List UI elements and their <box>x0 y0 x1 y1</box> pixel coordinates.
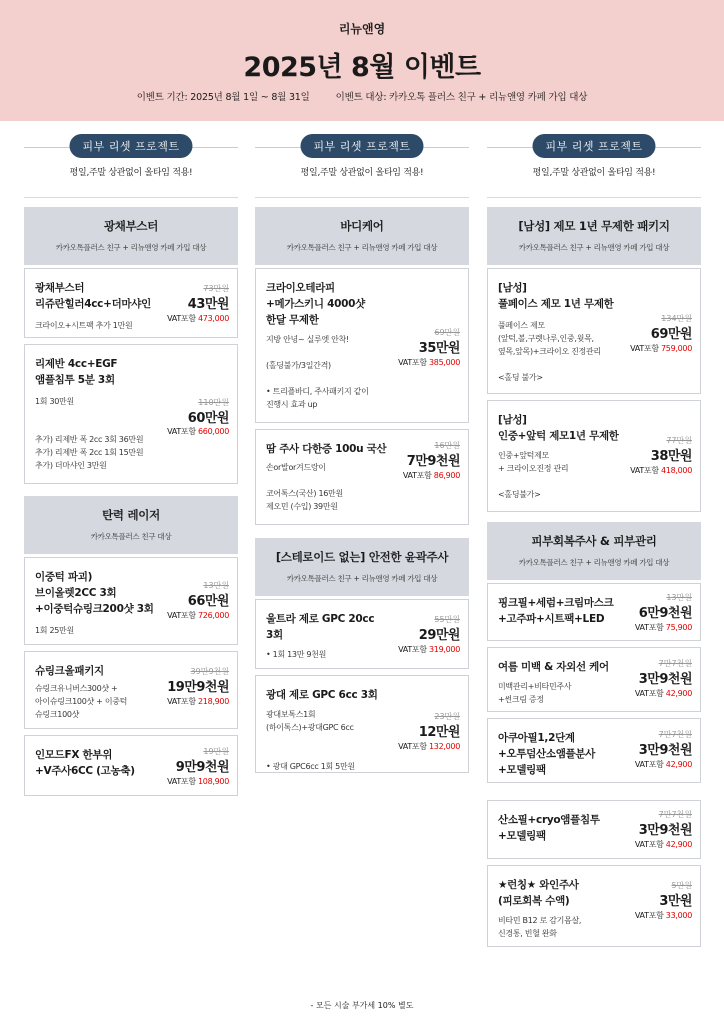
product-name: 광채부스터 리쥬란힐러4cc+더마샤인 <box>35 282 151 310</box>
category-subtitle: 카카오톡플러스 친구 + 리뉴앤영 카페 가입 대상 <box>518 243 670 252</box>
sale-price: 35만원 <box>418 341 460 356</box>
category-header <box>255 538 469 596</box>
product-name: 크라이오테라피 +메가스키니 4000샷 한달 무제한 <box>266 282 365 326</box>
vat-price: VAT포함 319,000 <box>398 645 460 654</box>
product-name: [남성] 인중+앞턱 제모1년 무제한 <box>498 414 619 442</box>
product-card <box>24 344 238 484</box>
product-desc: 지방 안녕~ 실루엣 안착! (홀딩불가/3일간격) • 트리플바디, 주사패키지 같이 진행시 효과 up <box>266 335 369 409</box>
original-price: 134만원 <box>661 314 692 323</box>
product-name: 땀 주사 다한증 100u 국산 <box>266 443 387 455</box>
divider <box>255 197 469 198</box>
sale-price: 7만9천원 <box>406 454 460 469</box>
sale-price: 3만9천원 <box>638 672 692 687</box>
product-card <box>255 599 469 669</box>
vat-price: VAT포함 418,000 <box>630 466 692 475</box>
category-header <box>487 207 701 265</box>
sale-price: 43만원 <box>187 297 229 312</box>
vat-price: VAT포함 473,000 <box>167 314 229 323</box>
product-name: 이중턱 파괴) 브이올렛2CC 3회 +이중턱슈링크200샷 3회 <box>35 571 154 615</box>
original-price: 110만원 <box>198 398 229 407</box>
vat-price: VAT포함 108,900 <box>167 777 229 786</box>
category-title: 광채부스터 <box>103 219 159 233</box>
product-desc: 크라이오+시트팩 추가 1만원 <box>35 321 133 330</box>
product-card <box>24 651 238 729</box>
original-price: 73만원 <box>203 284 229 293</box>
product-desc: 풀페이스 제모 (앞턱,볼,구렛나루,인중,윗목, 옆목,앞목)+크라이오 진정관리 <홀딩 불가> <box>498 321 601 382</box>
section-note: 평일,주말 상관없이 올타임 적용! <box>300 168 424 178</box>
sale-price: 29만원 <box>418 628 460 643</box>
product-card <box>487 718 701 783</box>
vat-price: VAT포함 42,900 <box>634 840 692 849</box>
section-header <box>255 130 469 162</box>
divider <box>487 197 701 198</box>
vat-price: VAT포함 75,900 <box>634 623 692 632</box>
sale-price: 60만원 <box>187 411 229 426</box>
section-pill: 피부 리셋 프로젝트 <box>300 134 423 158</box>
vat-price: VAT포함 726,000 <box>167 611 229 620</box>
product-card <box>255 268 469 423</box>
product-desc: 손or발or겨드랑이 코어톡스(국산) 16만원 제오민 (수입) 39만원 <box>266 463 343 511</box>
vat-price: VAT포함 86,900 <box>402 471 460 480</box>
category-subtitle: 카카오톡플러스 친구 + 리뉴앤영 카페 가입 대상 <box>286 243 438 252</box>
original-price: 7만7천원 <box>658 810 692 819</box>
vat-price: VAT포함 132,000 <box>398 742 460 751</box>
vat-price: VAT포함 42,900 <box>634 689 692 698</box>
product-desc: 비타민 B12 로 감기몸살, 신경통, 빈혈 완화 <box>498 916 582 938</box>
sale-price: 66만원 <box>187 594 229 609</box>
category-title: 탄력 레이저 <box>102 508 160 522</box>
sale-price: 12만원 <box>418 725 460 740</box>
product-desc: 슈링크유니버스300샷 + 아이슈링크100샷 + 이중턱 슈링크100샷 <box>35 684 128 719</box>
column-2 <box>255 130 469 771</box>
sale-price: 19만9천원 <box>167 680 229 695</box>
product-name: ★런칭★ 와인주사 (피로회복 수액) <box>498 879 579 907</box>
product-card <box>487 583 701 641</box>
product-name: 인모드FX 한부위 +V주사6CC (고농축) <box>35 749 135 777</box>
product-card <box>487 865 701 947</box>
category-subtitle: 카카오톡플러스 친구 + 리뉴앤영 카페 가입 대상 <box>518 558 670 567</box>
product-card <box>24 557 238 645</box>
product-desc: • 1회 13만 9천원 <box>266 650 327 659</box>
category-title: [스테로이드 없는] 안전한 윤곽주사 <box>275 550 449 564</box>
original-price: 23만원 <box>434 712 460 721</box>
section-header <box>24 130 238 162</box>
product-card <box>24 735 238 796</box>
original-price: 5만원 <box>671 881 692 890</box>
event-info <box>0 89 724 103</box>
product-card <box>255 675 469 773</box>
vat-price: VAT포함 42,900 <box>634 760 692 769</box>
brand-name: 리뉴앤영 <box>338 22 386 36</box>
category-subtitle: 카카오톡플러스 친구 + 리뉴앤영 카페 가입 대상 <box>286 574 438 583</box>
product-desc: 미백관리+비타민주사 +썬크림 증정 <box>498 682 572 704</box>
page-title: 2025년 8월 이벤트 <box>243 52 481 83</box>
product-desc: 광대보톡스1회 (하이톡스)+광대GPC 6cc • 광대 GPC6cc 1회 5만원 <box>266 710 355 771</box>
product-name: 울트라 제로 GPC 20cc 3회 <box>266 613 375 641</box>
column-3 <box>487 130 701 938</box>
section-pill: 피부 리셋 프로젝트 <box>69 134 192 158</box>
product-name: 아쿠아필1,2단계 +오투덤산소앰플분사 +모델링팩 <box>498 732 596 776</box>
original-price: 13만원 <box>666 593 692 602</box>
product-card <box>487 268 701 394</box>
column-1 <box>24 130 238 786</box>
product-name: 슈링크올패키지 <box>35 665 104 677</box>
category-subtitle: 카카오톡플러스 친구 대상 <box>90 532 172 541</box>
product-card <box>487 647 701 712</box>
product-name: 리제반 4cc+EGF 앰플침투 5분 3회 <box>35 358 118 386</box>
vat-price: VAT포함 218,900 <box>167 697 229 706</box>
sale-price: 9만9천원 <box>175 760 229 775</box>
product-card <box>487 800 701 859</box>
category-title: 바디케어 <box>340 219 384 233</box>
product-desc: 1회 30만원 <box>35 397 74 406</box>
product-name: 핑크필+세럼+크림마스크 +고주파+시트팩+LED <box>498 597 614 625</box>
sale-price: 3만원 <box>659 894 692 909</box>
category-header <box>24 496 238 554</box>
product-name: 광대 제로 GPC 6cc 3회 <box>266 689 378 701</box>
sale-price: 38만원 <box>650 449 692 464</box>
product-name: [남성] 풀페이스 제모 1년 무제한 <box>498 282 614 310</box>
sale-price: 3만9천원 <box>638 743 692 758</box>
section-note: 평일,주말 상관없이 올타임 적용! <box>532 168 656 178</box>
section-header <box>487 130 701 162</box>
sale-price: 3만9천원 <box>638 823 692 838</box>
product-name: 여름 미백 & 자외선 케어 <box>498 661 609 673</box>
product-extra: 추가) 리제반 폭 2cc 3회 36만원 추가) 리제반 폭 2cc 1회 15만원 추가) 더마샤인 3만원 <box>35 435 144 470</box>
original-price: 7만7천원 <box>658 730 692 739</box>
divider <box>24 197 238 198</box>
vat-price: VAT포함 660,000 <box>167 427 229 436</box>
product-desc: 1회 25만원 <box>35 626 74 635</box>
sale-price: 6만9천원 <box>638 606 692 621</box>
original-price: 19만원 <box>203 747 229 756</box>
event-period: 이벤트 기간: 2025년 8월 1일 ~ 8월 31일 <box>136 92 310 103</box>
product-card <box>255 429 469 525</box>
category-header <box>255 207 469 265</box>
original-price: 77만원 <box>666 436 692 445</box>
category-header <box>24 207 238 265</box>
category-header <box>487 522 701 580</box>
section-note: 평일,주말 상관없이 올타임 적용! <box>69 168 193 178</box>
category-title: 피부회복주사 & 피부관리 <box>531 534 657 548</box>
vat-price: VAT포함 33,000 <box>634 911 692 920</box>
original-price: 13만원 <box>203 581 229 590</box>
event-target: 이벤트 대상: 카카오톡 플러스 친구 + 리뉴앤영 카페 가입 대상 <box>335 92 588 103</box>
original-price: 39만9천원 <box>190 667 229 676</box>
sale-price: 69만원 <box>650 327 692 342</box>
original-price: 7만7천원 <box>658 659 692 668</box>
category-subtitle: 카카오톡플러스 친구 + 리뉴앤영 카페 가입 대상 <box>55 243 207 252</box>
vat-price: VAT포함 759,000 <box>630 344 692 353</box>
product-card <box>487 400 701 512</box>
footer-note: - 모든 시술 부가세 10% 별도 <box>310 1001 414 1010</box>
original-price: 69만원 <box>434 328 460 337</box>
product-desc: 인중+앞턱제모 + 크라이오진정 관리 <홀딩불가> <box>498 451 569 499</box>
original-price: 16만원 <box>434 441 460 450</box>
product-name: 산소필+cryo앰플침투 +모델링팩 <box>498 814 600 842</box>
header-banner <box>0 0 724 121</box>
category-title: [남성] 제모 1년 무제한 패키지 <box>518 219 670 233</box>
product-card <box>24 268 238 338</box>
section-pill: 피부 리셋 프로젝트 <box>532 134 655 158</box>
vat-price: VAT포함 385,000 <box>398 358 460 367</box>
original-price: 55만원 <box>434 615 460 624</box>
